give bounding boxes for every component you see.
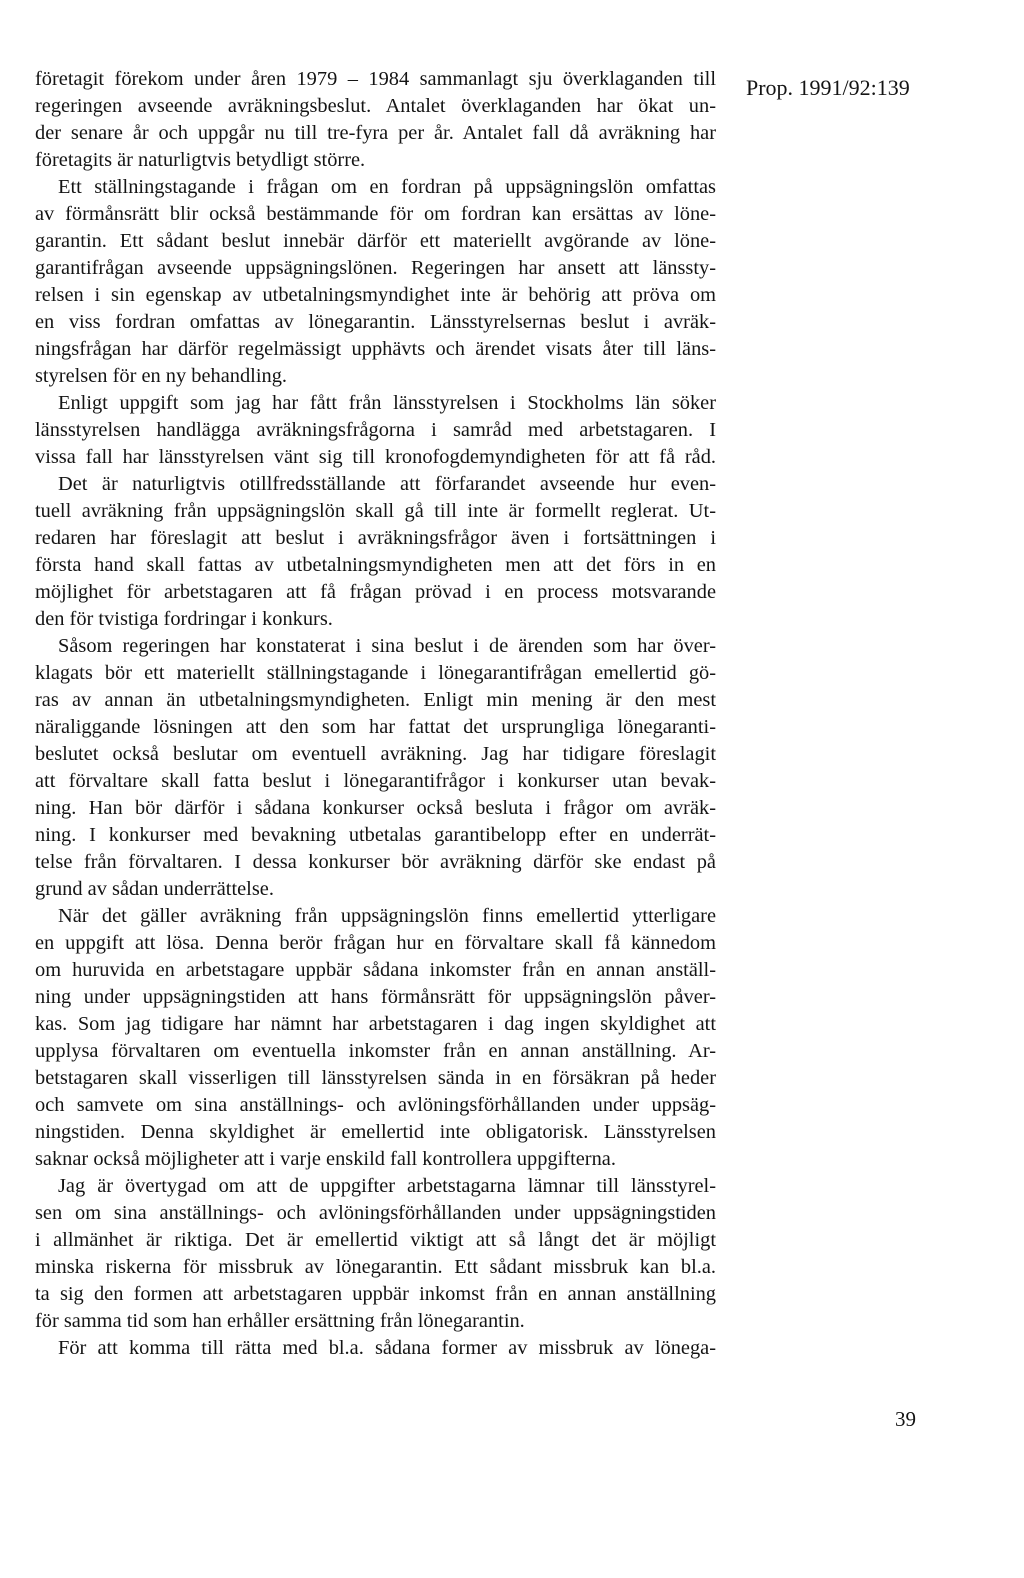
text-line: sen om sina anställnings- och avlöningsförhållanden under uppsägningstiden (35, 1202, 716, 1224)
text-line: kas. Som jag tidigare har nämnt har arbetstagaren i dag ingen skyldighet att (35, 1013, 716, 1035)
body-text (35, 66, 716, 1362)
text-line: ningsfrågan har därför regelmässigt upphävts och ärendet visats åter till läns- (35, 338, 716, 360)
text-line: den för tvistiga fordringar i konkurs. (35, 608, 333, 630)
text-line: relsen i sin egenskap av utbetalningsmyndighet inte är behörig att pröva om (35, 284, 716, 306)
text-line: av förmånsrätt blir också bestämmande för om fordran kan ersättas av löne- (35, 203, 716, 225)
text-line: om huruvida en arbetstagare uppbär sådana inkomster från en annan anställ- (35, 959, 716, 981)
text-line: När det gäller avräkning från uppsägningslön finns emellertid ytterligare (58, 905, 716, 927)
text-line: styrelsen för en ny behandling. (35, 365, 287, 387)
text-line: och samvete om sina anställnings- och avlöningsförhållanden under uppsäg- (35, 1094, 716, 1116)
text-line: grund av sådan underrättelse. (35, 878, 274, 900)
text-line: vissa fall har länsstyrelsen vänt sig till kronofogdemyndigheten för att få råd. (35, 446, 716, 468)
text-line: saknar också möjligheter att i varje enskild fall kontrollera uppgifterna. (35, 1148, 616, 1170)
text-line: en viss fordran omfattas av lönegarantin. Länsstyrelsernas beslut i avräk- (35, 311, 716, 333)
text-line: ning. I konkurser med bevakning utbetalas garantibelopp efter en underrät- (35, 824, 716, 846)
text-line: näraliggande lösningen att den som har fattat det ursprungliga lönegaranti- (35, 716, 716, 738)
text-line: För att komma till rätta med bl.a. sådana former av missbruk av lönega- (58, 1337, 716, 1359)
text-line: garantin. Ett sådant beslut innebär därför ett materiellt avgörande av löne- (35, 230, 716, 252)
text-line: företagit förekom under åren 1979 – 1984 sammanlagt sju överklaganden till (35, 68, 716, 90)
text-line: Enligt uppgift som jag har fått från länsstyrelsen i Stockholms län söker (58, 392, 716, 414)
text-line: för samma tid som han erhåller ersättning från lönegarantin. (35, 1310, 525, 1332)
text-line: Såsom regeringen har konstaterat i sina beslut i de ärenden som har över- (58, 635, 716, 657)
text-line: Det är naturligtvis otillfredsställande att förfarandet avseende hur even- (58, 473, 716, 495)
text-line: upplysa förvaltaren om eventuella inkomster från en annan anställning. Ar- (35, 1040, 716, 1062)
text-line: Ett ställningstagande i frågan om en fordran på uppsägningslön omfattas (58, 176, 716, 198)
text-line: redaren har föreslagit att beslut i avräkningsfrågor även i fortsättningen i (35, 527, 716, 549)
text-line: ningstiden. Denna skyldighet är emellertid inte obligatorisk. Länsstyrelsen (35, 1121, 716, 1143)
document-reference: Prop. 1991/92:139 (746, 75, 910, 100)
text-line: garantifrågan avseende uppsägningslönen. Regeringen har ansett att länssty- (35, 257, 716, 279)
text-line: tuell avräkning från uppsägningslön skall gå till inte är formellt reglerat. Ut- (35, 500, 716, 522)
text-line: företagits är naturligtvis betydligt större. (35, 149, 366, 171)
text-line: klagats bör ett materiellt ställningstagande i lönegarantifrågan emellertid gö- (35, 662, 716, 684)
text-line: ning. Han bör därför i sådana konkurser också besluta i frågor om avräk- (35, 797, 716, 819)
text-line: att förvaltare skall fatta beslut i lönegarantifrågor i konkurser utan bevak- (35, 770, 716, 792)
text-line: länsstyrelsen handlägga avräkningsfrågorna i samråd med arbetstagaren. I (35, 419, 716, 441)
text-line: telse från förvaltaren. I dessa konkurser bör avräkning därför ske endast på (35, 851, 716, 873)
text-line: beslutet också beslutar om eventuell avräkning. Jag har tidigare föreslagit (35, 743, 716, 765)
page-number: 39 (895, 1407, 916, 1431)
text-line: minska riskerna för missbruk av lönegarantin. Ett sådant missbruk kan bl.a. (35, 1256, 716, 1278)
text-line: betstagaren skall visserligen till länsstyrelsen sända in en försäkran på heder (35, 1067, 716, 1089)
text-line: Jag är övertygad om att de uppgifter arbetstagarna lämnar till länsstyrel- (58, 1175, 716, 1197)
text-line: möjlighet för arbetstagaren att få frågan prövad i en process motsvarande (35, 581, 716, 603)
text-line: ning under uppsägningstiden att hans förmånsrätt för uppsägningslön påver- (35, 986, 716, 1008)
text-line: i allmänhet är riktiga. Det är emellertid viktigt att så långt det är möjligt (35, 1229, 716, 1251)
text-line: ta sig den formen att arbetstagaren uppbär inkomst från en annan anställning (35, 1283, 716, 1305)
text-line: första hand skall fattas av utbetalningsmyndigheten men att det förs in en (35, 554, 716, 576)
text-line: en uppgift att lösa. Denna berör frågan hur en förvaltare skall få kännedom (35, 932, 716, 954)
text-line: ras av annan än utbetalningsmyndigheten. Enligt min mening är den mest (35, 689, 716, 711)
text-line: regeringen avseende avräkningsbeslut. Antalet överklaganden har ökat un- (35, 95, 716, 117)
text-line: der senare år och uppgår nu till tre-fyra per år. Antalet fall då avräkning har (35, 122, 716, 144)
